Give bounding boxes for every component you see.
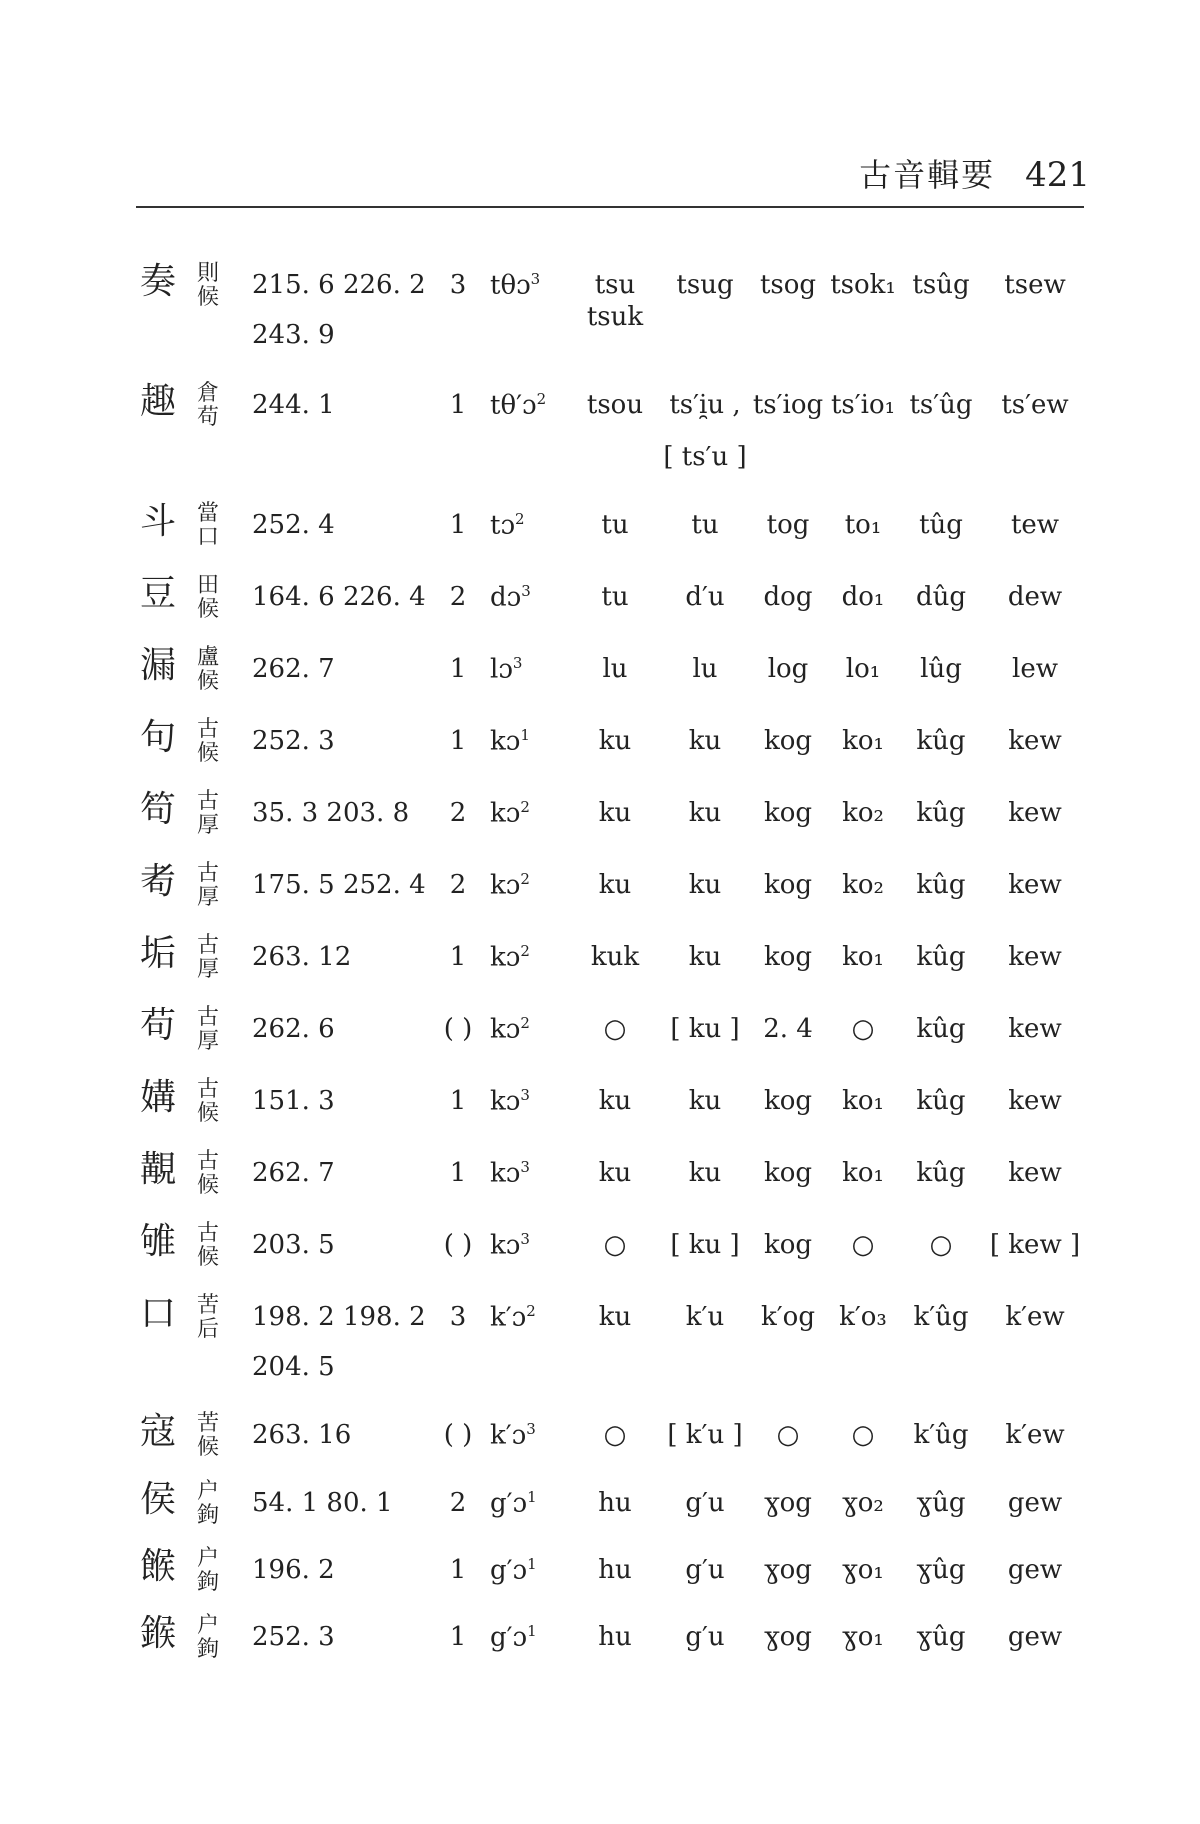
reconstruction: kɔ$^3$ [490, 1086, 530, 1117]
tone-number: 2 [536, 390, 547, 408]
citation-ref: 252. 3 [252, 1622, 335, 1652]
reconstruction: kɔ$^2$ [490, 1014, 530, 1045]
citation-ref: 35. 3 203. 8 [252, 798, 410, 828]
reading-c3: 2. 4 [763, 1014, 813, 1044]
reading-c6: kew [1008, 1014, 1062, 1044]
reading-c2: tsug [676, 270, 734, 300]
fanqie-spelling [194, 1412, 222, 1460]
fanqie-spelling [194, 1547, 222, 1595]
reading-c6: kew [1008, 798, 1062, 828]
head-character: 覯 [140, 1149, 177, 1190]
fanqie-char: 古 [196, 933, 219, 958]
fanqie-char: 鉤 [196, 1637, 219, 1662]
reading-c5: ɣûg [916, 1555, 966, 1585]
reading-c4: ɣo₁ [842, 1555, 884, 1585]
reading-c6: k′ew [1005, 1302, 1065, 1332]
fanqie-spelling [194, 718, 222, 766]
reading-c3: kog [763, 1158, 813, 1188]
reading-c4: ko₂ [842, 870, 884, 900]
reading-c5: kûg [916, 1158, 966, 1188]
reading-c6: dew [1007, 582, 1063, 612]
reading-c3: kog [763, 726, 813, 756]
reading-c1: ku [598, 726, 632, 756]
count-value: 3 [449, 1302, 467, 1332]
fanqie-char: 厚 [196, 1029, 219, 1054]
reading-c2: tu [691, 510, 719, 540]
tone-number: 2 [526, 1302, 536, 1320]
tone-number: 3 [520, 1230, 530, 1248]
fanqie-spelling [194, 502, 222, 550]
reconstruction: tθ′ɔ$^2$ [490, 390, 547, 421]
reading-c3: tog [766, 510, 810, 540]
reading-c2: ku [688, 1158, 722, 1188]
reconstruction: kɔ$^3$ [490, 1158, 530, 1189]
reading-c2: lu [692, 654, 718, 684]
head-character: 雊 [140, 1221, 177, 1262]
fanqie-char: 候 [196, 1173, 219, 1198]
header-rule [136, 206, 1084, 208]
reconstruction: dɔ$^3$ [490, 582, 531, 613]
reading-c6: kew [1008, 1158, 1062, 1188]
tone-number: 3 [526, 1420, 536, 1438]
reading-c1: hu [598, 1622, 632, 1652]
reading-c1: ku [598, 798, 632, 828]
count-value: 1 [449, 726, 467, 756]
reading-c3: kog [763, 870, 813, 900]
head-character: 苟 [140, 1005, 177, 1046]
tone-number: 2 [520, 870, 530, 888]
reading-c6: kew [1008, 726, 1062, 756]
reading-c2: [ ku ] [670, 1014, 740, 1044]
reading-c2: [ ku ] [670, 1230, 740, 1260]
fanqie-char: 口 [196, 525, 219, 550]
reading-c2: k′u [685, 1302, 725, 1332]
reading-c1: ku [598, 1158, 632, 1188]
fanqie-spelling [194, 1614, 222, 1662]
citation-ref-line2: 204. 5 [252, 1352, 335, 1382]
reading-c4: ○ [851, 1420, 875, 1450]
reading-c6: k′ew [1005, 1420, 1065, 1450]
fanqie-spelling [194, 934, 222, 982]
reading-c6: gew [1007, 1555, 1063, 1585]
tone-number: 3 [530, 270, 541, 288]
fanqie-char: 鉤 [196, 1570, 219, 1595]
reading-c2: g′u [685, 1555, 725, 1585]
fanqie-char: 古 [196, 1221, 219, 1246]
fanqie-char: 苦 [196, 1411, 219, 1436]
fanqie-char: 古 [196, 1005, 219, 1030]
fanqie-char: 候 [196, 741, 219, 766]
reading-c5: ɣûg [916, 1488, 966, 1518]
fanqie-char: 倉 [196, 381, 219, 406]
reading-c5: ɣûg [916, 1622, 966, 1652]
reading-c4: ts′io₁ [830, 390, 896, 420]
reading-c1: tu [601, 582, 629, 612]
reading-c2: ts′i̯u , [ ts′u ] [650, 390, 760, 472]
tone-number: 3 [512, 654, 523, 672]
head-character: 鍭 [140, 1613, 177, 1654]
fanqie-char: 苦 [196, 1293, 219, 1318]
reading-c2: [ k′u ] [667, 1420, 743, 1450]
count-value: ( ) [443, 1230, 473, 1260]
reading-c6: kew [1008, 942, 1062, 972]
reading-c4: ○ [851, 1014, 875, 1044]
reconstruction: kɔ$^1$ [490, 726, 530, 757]
reading-c5: lûg [920, 654, 962, 684]
reading-c4: lo₁ [845, 654, 881, 684]
reading-c6: gew [1007, 1488, 1063, 1518]
reading-c6: gew [1007, 1622, 1063, 1652]
reading-c4: ○ [851, 1230, 875, 1260]
reading-c1-alt: tsuk [586, 302, 644, 332]
reading-c1: ku [598, 870, 632, 900]
citation-ref: 164. 6 226. 4 [252, 582, 426, 612]
fanqie-char: 盧 [196, 645, 219, 670]
reconstruction: k′ɔ$^2$ [490, 1302, 536, 1333]
fanqie-char: 户 [196, 1613, 219, 1638]
reading-c1: ○ [603, 1420, 627, 1450]
count-value: 2 [449, 870, 467, 900]
fanqie-char: 古 [196, 1149, 219, 1174]
reading-c1: tsu tsuk [560, 270, 670, 332]
reading-c1: tu [601, 510, 629, 540]
reading-c3: tsog [759, 270, 817, 300]
head-character: 耇 [140, 861, 177, 902]
reading-c3: kog [763, 1086, 813, 1116]
fanqie-char: 當 [196, 501, 219, 526]
tone-number: 1 [527, 1622, 537, 1640]
reading-c4: to₁ [844, 510, 882, 540]
citation-ref: 175. 5 252. 4 [252, 870, 426, 900]
reading-c5: kûg [916, 798, 966, 828]
count-value: 1 [449, 390, 467, 420]
reading-c5: k′ûg [913, 1302, 969, 1332]
reading-c5: kûg [916, 1086, 966, 1116]
reading-c2: ku [688, 726, 722, 756]
reading-c4: do₁ [841, 582, 885, 612]
reading-c1: ku [598, 1086, 632, 1116]
reconstruction: kɔ$^2$ [490, 870, 530, 901]
reading-c2-alt: [ ts′u ] [663, 442, 747, 472]
reading-c6: tew [1010, 510, 1060, 540]
reconstruction: g′ɔ$^1$ [490, 1622, 537, 1653]
fanqie-char: 候 [196, 1435, 219, 1460]
head-character: 侯 [140, 1479, 177, 1520]
fanqie-char: 古 [196, 861, 219, 886]
reading-c5: kûg [916, 942, 966, 972]
fanqie-char: 户 [196, 1479, 219, 1504]
fanqie-char: 古 [196, 1077, 219, 1102]
fanqie-char: 后 [196, 1317, 219, 1342]
reading-c1: ○ [603, 1014, 627, 1044]
citation-ref: 54. 1 80. 1 [252, 1488, 393, 1518]
reading-c1: ○ [603, 1230, 627, 1260]
fanqie-spelling [194, 1006, 222, 1054]
count-value: 1 [449, 1086, 467, 1116]
reading-c6: ts′ew [1001, 390, 1069, 420]
fanqie-char: 候 [196, 597, 219, 622]
fanqie-spelling [194, 862, 222, 910]
reading-c3: log [767, 654, 809, 684]
count-value: 1 [449, 654, 467, 684]
reading-c4: k′o₃ [839, 1302, 887, 1332]
count-value: ( ) [443, 1014, 473, 1044]
count-value: 1 [449, 1622, 467, 1652]
reading-c1: hu [598, 1555, 632, 1585]
fanqie-char: 户 [196, 1546, 219, 1571]
reading-c2: ku [688, 942, 722, 972]
reading-c1: tsou [586, 390, 644, 420]
fanqie-spelling [194, 1078, 222, 1126]
fanqie-char: 苟 [196, 405, 219, 430]
reading-c6: lew [1012, 654, 1058, 684]
tone-number: 1 [527, 1488, 537, 1506]
fanqie-spelling [194, 790, 222, 838]
citation-ref: 196. 2 [252, 1555, 335, 1585]
reading-c4: ko₁ [842, 1158, 884, 1188]
reading-c3: kog [763, 798, 813, 828]
reading-c5: ○ [929, 1230, 953, 1260]
citation-ref: 244. 1 [252, 390, 335, 420]
fanqie-spelling [194, 262, 222, 310]
head-character: 句 [140, 717, 177, 758]
fanqie-spelling [194, 1150, 222, 1198]
citation-ref: 252. 3 [252, 726, 335, 756]
citation-ref: 262. 6 [252, 1014, 335, 1044]
citation-ref: 263. 16 [252, 1420, 352, 1450]
reading-c6: kew [1008, 1086, 1062, 1116]
head-character: 笱 [140, 789, 177, 830]
head-character: 媾 [140, 1077, 177, 1118]
head-character: 奏 [140, 261, 177, 302]
book-title: 古音輯要 [859, 156, 996, 194]
reading-c4: ɣo₂ [842, 1488, 884, 1518]
citation-ref: 215. 6 226. 2 243. 9 [252, 270, 426, 350]
reconstruction: g′ɔ$^1$ [490, 1555, 537, 1586]
citation-ref: 252. 4 [252, 510, 335, 540]
count-value: 2 [449, 582, 467, 612]
reconstruction: tθɔ$^3$ [490, 270, 541, 301]
reading-c4: ɣo₁ [842, 1622, 884, 1652]
fanqie-char: 厚 [196, 885, 219, 910]
reconstruction: kɔ$^3$ [490, 1230, 530, 1261]
reading-c5: kûg [916, 1014, 966, 1044]
reading-c1: kuk [590, 942, 640, 972]
tone-number: 3 [520, 1086, 530, 1104]
fanqie-spelling [194, 646, 222, 694]
fanqie-char: 厚 [196, 813, 219, 838]
reconstruction: g′ɔ$^1$ [490, 1488, 537, 1519]
reading-c6: tsew [1004, 270, 1066, 300]
reading-c2: ku [688, 870, 722, 900]
reading-c2: g′u [685, 1622, 725, 1652]
fanqie-char: 田 [196, 573, 219, 598]
count-value: 1 [449, 942, 467, 972]
reading-c4: ko₁ [842, 942, 884, 972]
reading-c3: ɣog [764, 1488, 812, 1518]
fanqie-char: 候 [196, 669, 219, 694]
fanqie-char: 則 [196, 261, 219, 286]
fanqie-spelling [194, 1480, 222, 1528]
reading-c4: tsok₁ [830, 270, 896, 300]
citation-ref: 198. 2 198. 2 204. 5 [252, 1302, 426, 1382]
reading-c5: kûg [916, 726, 966, 756]
reading-c4: ko₂ [842, 798, 884, 828]
fanqie-spelling [194, 1294, 222, 1342]
tone-number: 3 [520, 1158, 530, 1176]
reading-c3: ɣog [764, 1622, 812, 1652]
head-character: 斗 [140, 501, 177, 542]
reading-c4: ko₁ [842, 1086, 884, 1116]
fanqie-char: 古 [196, 789, 219, 814]
reconstruction: kɔ$^2$ [490, 798, 530, 829]
head-character: 垢 [140, 933, 177, 974]
reconstruction: tɔ$^2$ [490, 510, 525, 541]
head-character: 寇 [140, 1411, 177, 1452]
fanqie-char: 古 [196, 717, 219, 742]
fanqie-char: 厚 [196, 957, 219, 982]
tone-number: 1 [527, 1555, 537, 1573]
head-character: 餱 [140, 1546, 177, 1587]
citation-ref: 262. 7 [252, 1158, 335, 1188]
reading-c3: ts′iog [752, 390, 824, 420]
reading-c1: ku [598, 1302, 632, 1332]
count-value: 3 [449, 270, 467, 300]
reading-c2: ku [688, 798, 722, 828]
head-character: 趣 [140, 381, 177, 422]
reading-c3: ○ [776, 1420, 800, 1450]
reading-c3: kog [763, 942, 813, 972]
fanqie-spelling [194, 574, 222, 622]
reading-c5: kûg [916, 870, 966, 900]
fanqie-spelling [194, 1222, 222, 1270]
fanqie-spelling [194, 382, 222, 430]
reading-c6: [ kew ] [989, 1230, 1081, 1260]
tone-number: 2 [520, 798, 530, 816]
count-value: ( ) [443, 1420, 473, 1450]
citation-ref-line2: 243. 9 [252, 320, 335, 350]
citation-ref: 262. 7 [252, 654, 335, 684]
fanqie-char: 候 [196, 285, 219, 310]
count-value: 1 [449, 1555, 467, 1585]
reading-c1: hu [598, 1488, 632, 1518]
reading-c6: kew [1008, 870, 1062, 900]
reading-c3: kog [763, 1230, 813, 1260]
citation-ref: 203. 5 [252, 1230, 335, 1260]
fanqie-char: 候 [196, 1101, 219, 1126]
reading-c5: tûg [919, 510, 963, 540]
tone-number: 2 [515, 510, 525, 528]
page-number: 421 [1025, 155, 1090, 195]
reading-c5: dûg [915, 582, 967, 612]
tone-number: 2 [520, 1014, 530, 1032]
page-header [859, 150, 1090, 196]
reading-c1: lu [602, 654, 628, 684]
citation-ref: 151. 3 [252, 1086, 335, 1116]
tone-number: 3 [521, 582, 531, 600]
reconstruction: k′ɔ$^3$ [490, 1420, 536, 1451]
count-value: 2 [449, 798, 467, 828]
reading-c3: k′og [761, 1302, 815, 1332]
reading-c5: ts′ûg [909, 390, 973, 420]
head-character: 豆 [140, 573, 177, 614]
reading-c3: ɣog [764, 1555, 812, 1585]
count-value: 2 [449, 1488, 467, 1518]
head-character: 漏 [140, 645, 177, 686]
citation-ref: 263. 12 [252, 942, 352, 972]
reconstruction: lɔ$^3$ [490, 654, 523, 685]
reading-c3: dog [763, 582, 813, 612]
count-value: 1 [449, 510, 467, 540]
reading-c2: g′u [685, 1488, 725, 1518]
reading-c5: tsûg [912, 270, 970, 300]
fanqie-char: 候 [196, 1245, 219, 1270]
reconstruction: kɔ$^2$ [490, 942, 530, 973]
fanqie-char: 鉤 [196, 1503, 219, 1528]
tone-number: 1 [520, 726, 530, 744]
head-character: 口 [140, 1293, 177, 1334]
reading-c2: ku [688, 1086, 722, 1116]
reading-c5: k′ûg [913, 1420, 969, 1450]
tone-number: 2 [520, 942, 530, 960]
reading-c2: d′u [685, 582, 725, 612]
reading-c4: ko₁ [842, 726, 884, 756]
count-value: 1 [449, 1158, 467, 1188]
